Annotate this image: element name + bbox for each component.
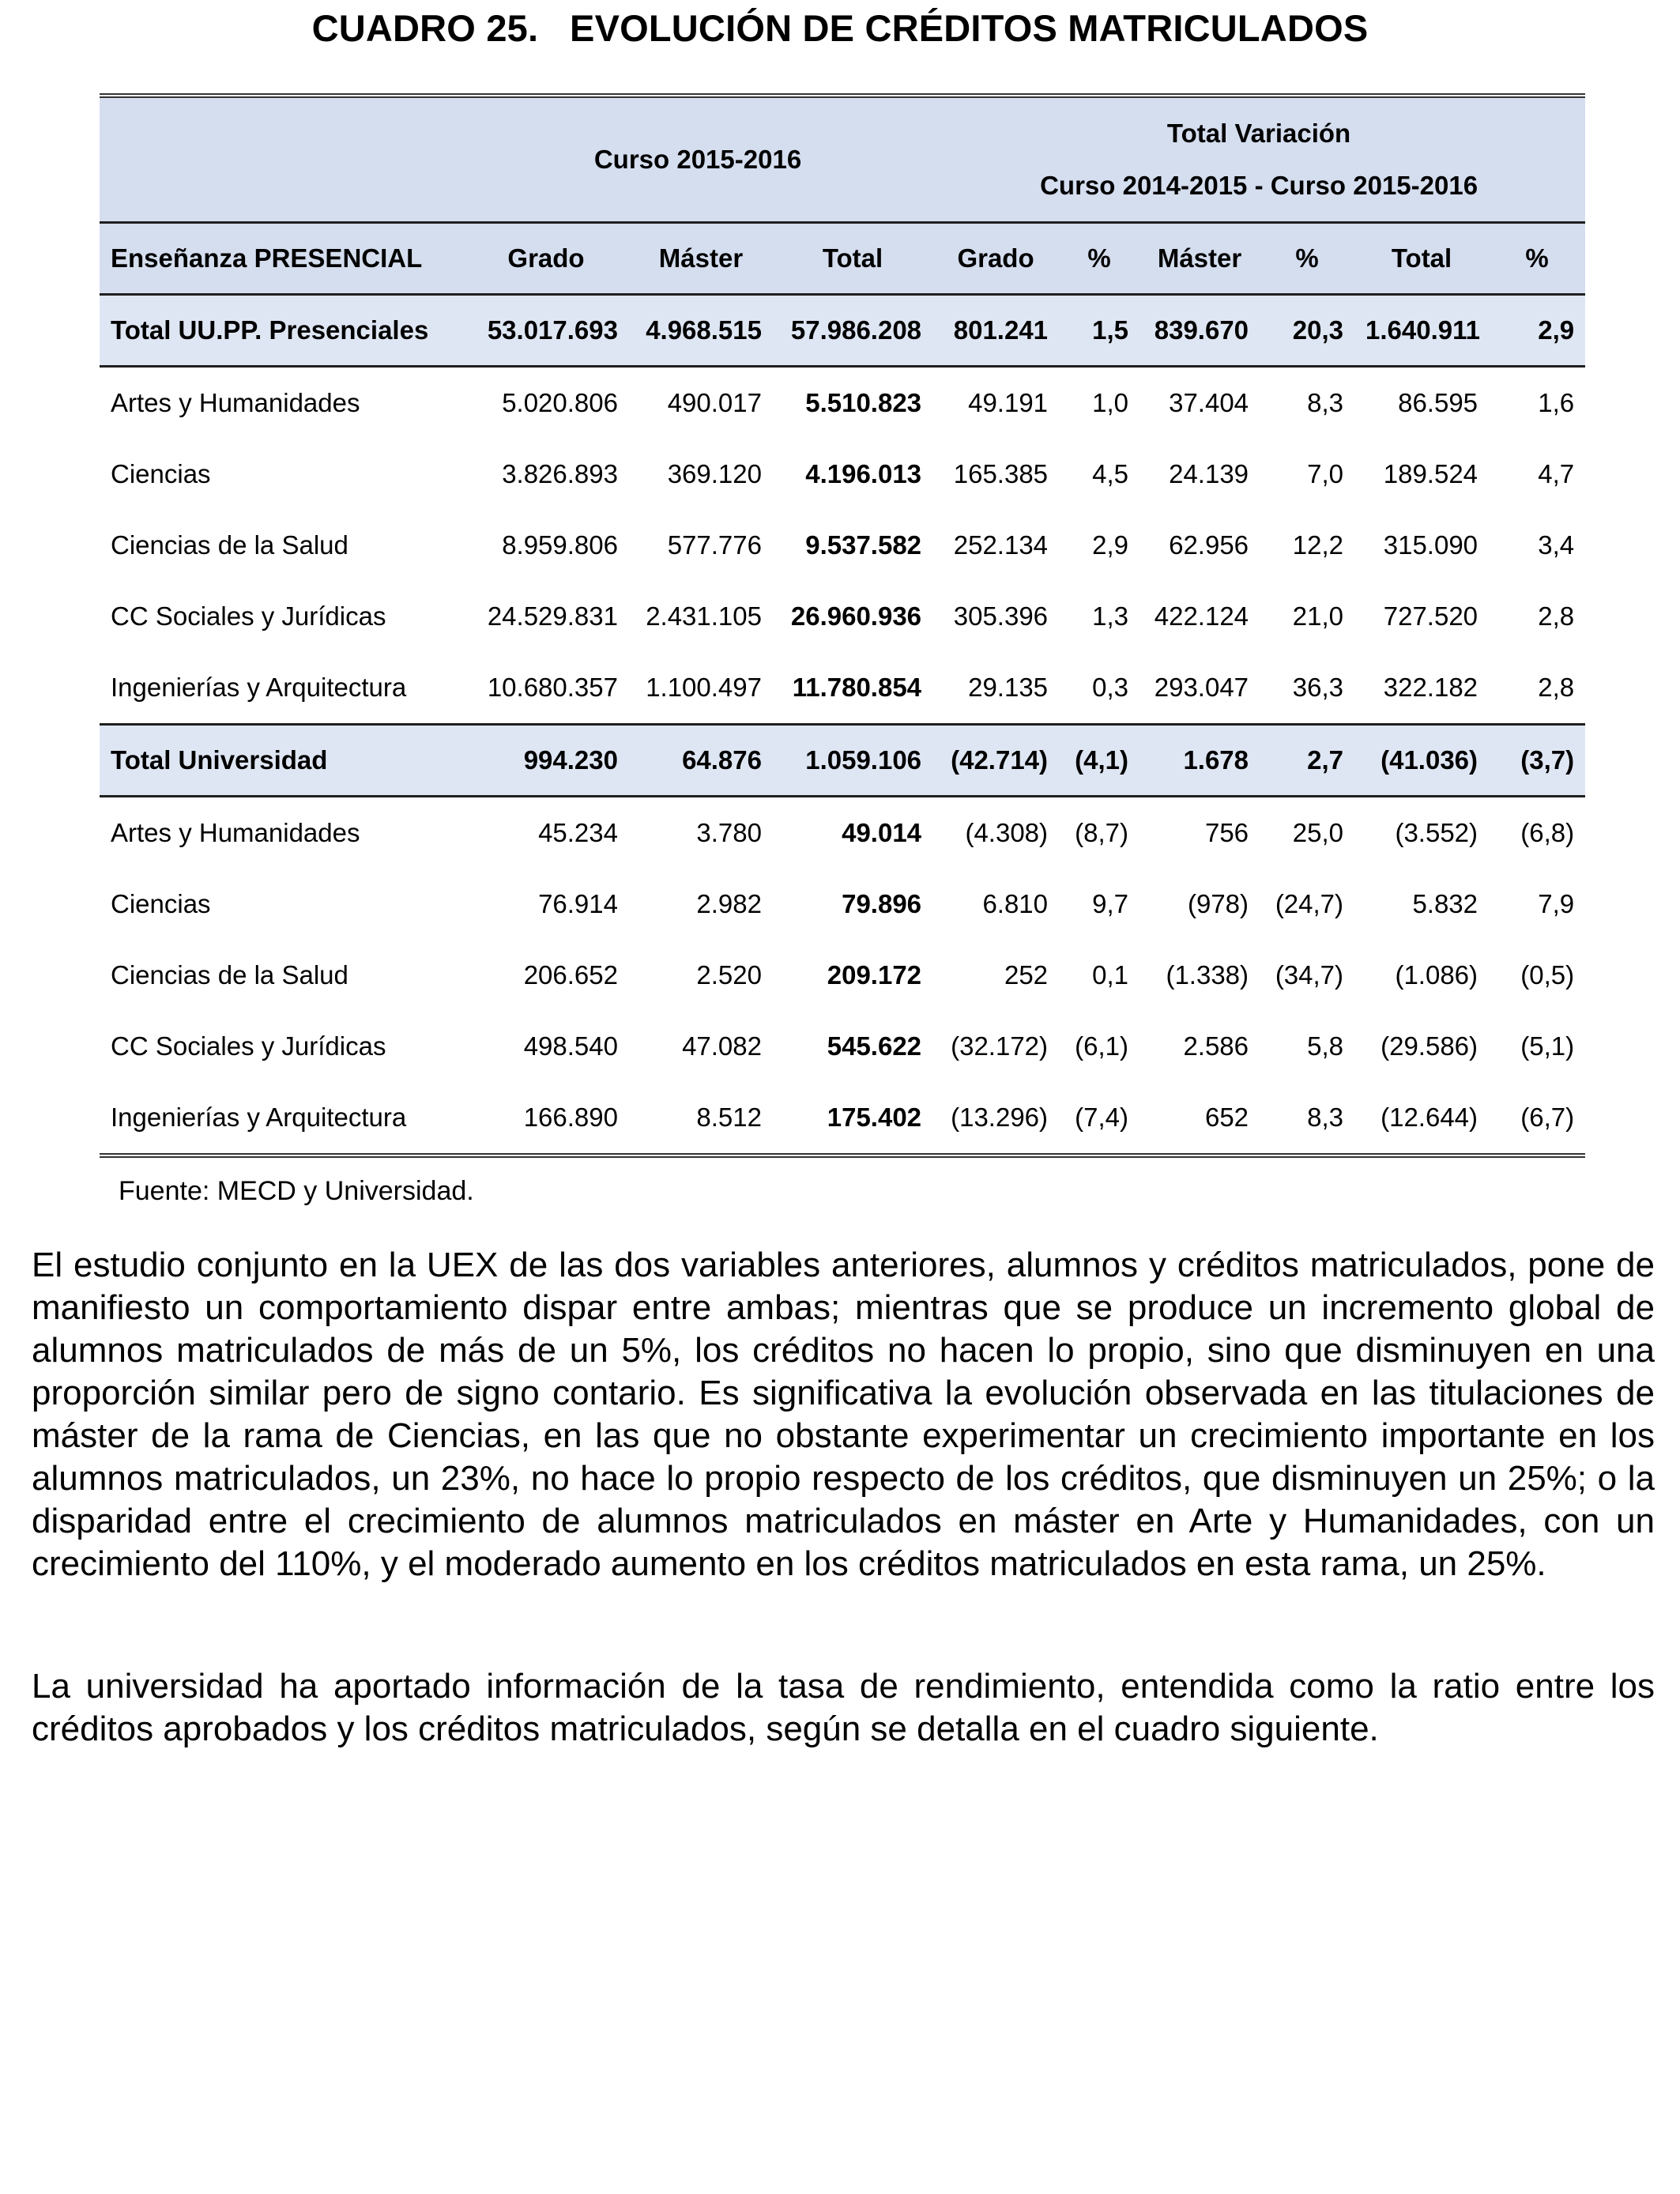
table-cell: 0,1 (1092, 960, 1129, 990)
table-cell: 3.826.893 (502, 459, 618, 488)
table-cell: 577.776 (667, 530, 762, 560)
table-header-group-row (100, 96, 1585, 223)
table-cell: (6,1) (1075, 1031, 1129, 1061)
table-cell: 4.196.013 (805, 459, 922, 488)
table-total-row (100, 725, 1585, 797)
table-cell: 4,7 (1538, 459, 1575, 488)
table-cell: 36,3 (1292, 673, 1344, 702)
table-cell: (6,8) (1520, 818, 1575, 847)
table-cell: 2.520 (696, 960, 762, 990)
table-cell: 5.020.806 (502, 388, 618, 417)
table-cell: 2,8 (1538, 673, 1575, 702)
page-title: CUADRO 25. EVOLUCIÓN DE CRÉDITOS MATRICULADOS (311, 7, 1369, 49)
table-cell: 206.652 (523, 960, 618, 990)
table-cell: 21,0 (1292, 601, 1344, 631)
table-cell: 53.017.693 (463, 295, 629, 367)
table-cell: 5.832 (1412, 889, 1478, 918)
table-cell: 8.512 (629, 1082, 773, 1155)
header-variation-line2: Curso 2014-2015 - Curso 2015-2016 (1040, 171, 1478, 200)
column-header: % (1489, 223, 1585, 295)
table-cell: 422.124 (1154, 601, 1249, 631)
row-label: Ingenierías y Arquitectura (100, 1082, 463, 1155)
table-row (100, 940, 1585, 1011)
table-cell: 1,5 (1059, 295, 1139, 367)
table-cell: (3,7) (1489, 725, 1585, 797)
header-empty-cell (100, 96, 463, 223)
body-paragraph: La universidad ha aportado información de la tasa de rendimiento, entendida como la ratio entre los créditos aprobados y los créditos matriculados, según se detalla en el cuadro siguiente. (32, 1667, 1655, 1748)
table-cell: 2,9 (1489, 295, 1585, 367)
table-cell: 1.640.911 (1354, 295, 1489, 367)
table-cell: (6,7) (1489, 1082, 1585, 1155)
table-cell: 175.402 (773, 1082, 932, 1155)
table-cell: 9.537.582 (805, 530, 922, 560)
table-cell: 9,7 (1092, 889, 1129, 918)
table-cell: 10.680.357 (487, 673, 618, 702)
table-cell: 49.014 (842, 818, 922, 847)
table-cell: 1,6 (1538, 388, 1575, 417)
table-cell: 24.139 (1169, 459, 1249, 488)
table-cell: 29.135 (968, 673, 1049, 702)
row-label: Ingenierías y Arquitectura (111, 673, 407, 702)
table-cell: (12.644) (1354, 1082, 1489, 1155)
table-row (100, 1011, 1585, 1082)
table-cell: 8,3 (1260, 1082, 1354, 1155)
column-header: Grado (932, 223, 1059, 295)
table-cell: 801.241 (932, 295, 1059, 367)
table-cell: 3,4 (1538, 530, 1575, 560)
table-cell: 3.780 (696, 818, 762, 847)
table-cell: 2,7 (1260, 725, 1354, 797)
table-cell: 57.986.208 (773, 295, 932, 367)
body-paragraph: El estudio conjunto en la UEX de las dos variables anteriores, alumnos y créditos matriculados, pone de manifiesto un comportamiento dispar entre ambas; mientras que se produce un incremento global de alumnos matriculados de más de un 5%, los créditos no hacen lo propio, sino que disminuyen en una proporción similar pero de signo contario. Es significativa la evolución observada en las titulaciones de máster de la rama de Ciencias, en las que no obstante experimentar un crecimiento importante en los alumnos matriculados, un 23%, no hace lo propio respecto de los créditos, que disminuyen un 25%; o la disparidad entre el crecimiento de alumnos matriculados en máster en Arte y Humanidades, con un crecimiento del 110%, y el moderado aumento en los créditos matriculados en esta rama, un 25%. (32, 1246, 1655, 1583)
table-cell: (42.714) (932, 725, 1059, 797)
table-cell: (41.036) (1354, 725, 1489, 797)
credits-table (100, 93, 1585, 1158)
column-header: % (1059, 223, 1139, 295)
table-cell: 305.396 (953, 601, 1049, 631)
table-cell: (1.338) (1166, 960, 1249, 990)
table-cell: 293.047 (1154, 673, 1249, 702)
table-cell: 490.017 (667, 388, 762, 417)
table-cell: 24.529.831 (487, 601, 618, 631)
table-row (100, 797, 1585, 869)
table-cell: 64.876 (629, 725, 773, 797)
table-cell: 369.120 (667, 459, 762, 488)
table-row (100, 367, 1585, 439)
table-cell: 20,3 (1260, 295, 1354, 367)
table-row (100, 439, 1585, 510)
table-cell: 7,9 (1538, 889, 1575, 918)
table-cell: 0,3 (1092, 673, 1129, 702)
table-cell: 37.404 (1169, 388, 1249, 417)
table-cell: 49.191 (968, 388, 1049, 417)
table-cell: (0,5) (1520, 960, 1575, 990)
table-cell: 1.059.106 (773, 725, 932, 797)
table-cell: 315.090 (1383, 530, 1478, 560)
row-label: Ciencias de la Salud (111, 960, 348, 990)
column-header: Total (773, 223, 932, 295)
table-cell: 252 (1004, 960, 1049, 990)
table-cell: 76.914 (538, 889, 618, 918)
table-row (100, 1082, 1585, 1155)
table-row (100, 869, 1585, 940)
table-cell: 498.540 (523, 1031, 618, 1061)
table-cell: 165.385 (953, 459, 1049, 488)
table-cell: 545.622 (827, 1031, 922, 1061)
table-cell: (1.086) (1395, 960, 1478, 990)
row-label: Ciencias (111, 459, 211, 488)
column-header: Grado (463, 223, 629, 295)
table-cell: 1.100.497 (646, 673, 762, 702)
table-cell: (978) (1187, 889, 1249, 918)
table-cell: 994.230 (463, 725, 629, 797)
row-label: Artes y Humanidades (111, 388, 360, 417)
table-cell: 45.234 (538, 818, 618, 847)
table-cell: 62.956 (1169, 530, 1249, 560)
table-cell: 7,0 (1307, 459, 1344, 488)
column-header: Enseñanza PRESENCIAL (100, 223, 463, 295)
table-cell: 86.595 (1398, 388, 1478, 417)
table-row (100, 581, 1585, 652)
table-cell: (8,7) (1075, 818, 1129, 847)
table-cell: 47.082 (682, 1031, 762, 1061)
table-cell: (4.308) (965, 818, 1049, 847)
table-cell: 189.524 (1383, 459, 1478, 488)
table-cell: 1,0 (1092, 388, 1129, 417)
credits-table-container (100, 93, 1585, 1158)
table-cell: 4,5 (1092, 459, 1129, 488)
table-cell: (4,1) (1059, 725, 1139, 797)
table-row (100, 510, 1585, 581)
table-row (100, 652, 1585, 725)
table-cell: 5,8 (1307, 1031, 1344, 1061)
table-cell: 26.960.936 (790, 601, 922, 631)
table-cell: 322.182 (1383, 673, 1478, 702)
table-cell: (13.296) (932, 1082, 1059, 1155)
table-cell: 6.810 (982, 889, 1049, 918)
table-header-columns-row (100, 223, 1585, 295)
table-cell: 12,2 (1292, 530, 1344, 560)
table-cell: 252.134 (953, 530, 1049, 560)
row-label: Total Universidad (100, 725, 463, 797)
table-cell: 1.678 (1139, 725, 1260, 797)
header-course-group: Curso 2015-2016 (463, 96, 932, 223)
row-label: Artes y Humanidades (111, 818, 360, 847)
table-cell: 2.586 (1183, 1031, 1249, 1061)
table-cell: 11.780.854 (792, 673, 922, 702)
table-cell: 8.959.806 (502, 530, 618, 560)
table-cell: 209.172 (827, 960, 922, 990)
table-cell: 839.670 (1139, 295, 1260, 367)
table-cell: 727.520 (1383, 601, 1478, 631)
table-cell: (5,1) (1520, 1031, 1575, 1061)
row-label: Ciencias de la Salud (111, 530, 348, 560)
column-header: % (1260, 223, 1354, 295)
table-cell: 2,9 (1092, 530, 1129, 560)
header-variation-line1: Total Variación (1166, 119, 1351, 148)
column-header: Máster (1139, 223, 1260, 295)
table-cell: 652 (1139, 1082, 1260, 1155)
column-header: Máster (629, 223, 773, 295)
table-source-note: Fuente: MECD y Universidad. (119, 1176, 474, 1206)
table-cell: (32.172) (951, 1031, 1049, 1061)
table-cell: 2.431.105 (646, 601, 762, 631)
column-header: Total (1354, 223, 1489, 295)
table-cell: 4.968.515 (629, 295, 773, 367)
row-label: Total UU.PP. Presenciales (100, 295, 463, 367)
table-cell: 5.510.823 (805, 388, 922, 417)
table-cell: 1,3 (1092, 601, 1129, 631)
table-total-row (100, 295, 1585, 367)
table-cell: (24,7) (1275, 889, 1344, 918)
row-label: Ciencias (111, 889, 211, 918)
table-cell: (34,7) (1275, 960, 1344, 990)
table-cell: 756 (1204, 818, 1249, 847)
table-cell: 2.982 (696, 889, 762, 918)
table-cell: 79.896 (842, 889, 922, 918)
table-cell: 2,8 (1538, 601, 1575, 631)
table-cell: 8,3 (1307, 388, 1344, 417)
table-cell: 166.890 (463, 1082, 629, 1155)
row-label: CC Sociales y Jurídicas (111, 1031, 386, 1061)
row-label: CC Sociales y Jurídicas (111, 601, 386, 631)
header-variation-group (932, 96, 1585, 223)
table-cell: (7,4) (1059, 1082, 1139, 1155)
table-cell: 25,0 (1292, 818, 1344, 847)
table-cell: (29.586) (1381, 1031, 1478, 1061)
table-cell: (3.552) (1395, 818, 1478, 847)
